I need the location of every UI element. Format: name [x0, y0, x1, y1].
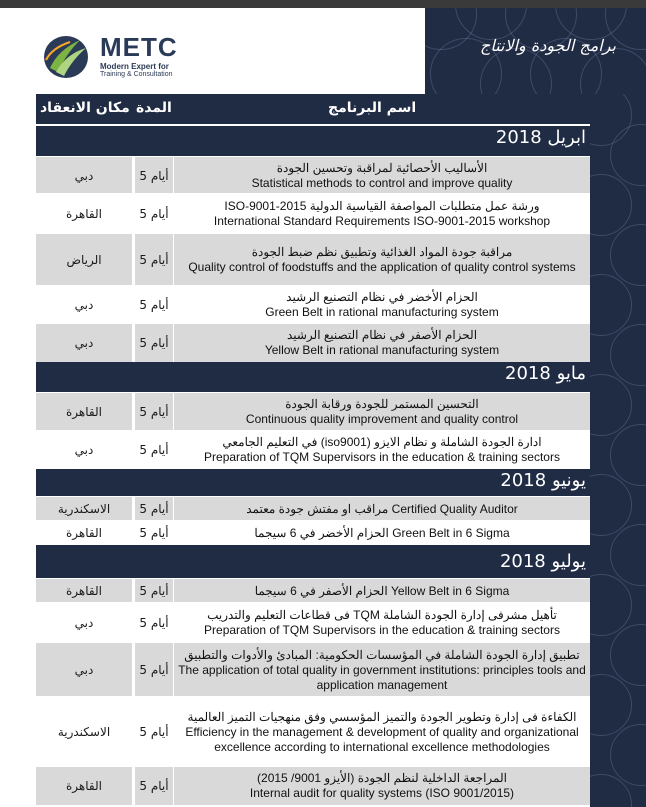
table-row — [36, 496, 590, 521]
table-row — [36, 323, 590, 362]
program-name-arabic: تأهيل مشرفى إدارة الجودة الشاملة TQM فى قطاعات التعليم والتدريب — [207, 608, 557, 622]
duration-cell: 5 أيام — [134, 286, 174, 324]
duration-cell: 5 أيام — [134, 579, 174, 603]
program-name-cell — [174, 697, 590, 767]
header-location: مكان الانعقاد — [40, 100, 130, 116]
duration-cell: 5 أيام — [134, 431, 174, 469]
table-row — [36, 233, 590, 286]
month-header — [36, 469, 590, 496]
duration-cell: 5 أيام — [134, 521, 174, 545]
month-header — [36, 545, 590, 578]
table-row — [36, 766, 590, 805]
program-name-cell — [174, 234, 590, 286]
program-name-bilingual: مراقب او مفتش جودة معتمد Certified Quality Auditor — [246, 501, 518, 516]
title-banner — [425, 8, 646, 94]
program-name-arabic: ورشة عمل متطلبات المواصفة القياسية الدولية ISO-9001-2015 — [224, 199, 540, 213]
program-name-arabic: التحسين المستمر للجودة ورقابة الجودة — [285, 397, 479, 411]
program-name-cell — [174, 286, 590, 324]
table-row — [36, 285, 590, 324]
program-name-cell — [174, 324, 590, 362]
table-row — [36, 696, 590, 767]
program-name-english: Preparation of TQM Supervisors in the education & training sectors — [204, 623, 560, 637]
logo-tagline: Training & Consultation — [100, 71, 173, 78]
program-name-cell — [174, 393, 590, 431]
program-name-english: Quality control of foodstuffs and the application of quality control systems — [188, 260, 576, 274]
location-cell: الرياض — [36, 234, 132, 286]
program-name-english: Yellow Belt in rational manufacturing system — [264, 343, 500, 357]
program-name-arabic: مراقبة جودة المواد الغذائية وتطبيق نظم ضبط الجودة — [251, 245, 513, 259]
month-label: يونيو 2018 — [500, 470, 586, 491]
program-name-arabic: الحزام الأصفر في نظام التصنيع الرشيد — [286, 328, 478, 342]
program-name-arabic: المراجعة الداخلية لنظم الجودة (الأيزو 9001/ 2015) — [257, 771, 507, 785]
table-row — [36, 430, 590, 469]
program-name-english: Efficiency in the management & development of quality and organizational excellence according to international excellence methodologies — [185, 724, 579, 754]
month-header — [36, 126, 590, 156]
location-cell: القاهرة — [36, 521, 132, 545]
program-name-english: Statistical methods to control and improve quality — [251, 175, 513, 190]
table-row — [36, 578, 590, 603]
program-name-cell — [174, 431, 590, 469]
location-cell: دبي — [36, 286, 132, 324]
program-name-cell — [174, 194, 590, 234]
location-cell: دبي — [36, 324, 132, 362]
program-name-english: Internal audit for quality systems (ISO 9001/2015) — [249, 786, 515, 800]
month-label: مايو 2018 — [505, 363, 586, 384]
program-name-bilingual: الحزام الأخضر في 6 سيجما Green Belt in 6 Sigma — [254, 525, 510, 540]
table-row — [36, 642, 590, 697]
program-name-english: Preparation of TQM Supervisors in the education & training sectors — [204, 450, 560, 464]
program-name-cell — [174, 157, 590, 194]
program-name-arabic: الكفاءة فى إدارة وتطوير الجودة والتميز المؤسسي وفق منهجيات التميز العالمية — [187, 709, 577, 724]
header-program-name: اسم البرنامج — [328, 100, 417, 116]
program-name-cell — [174, 497, 590, 521]
duration-cell: 5 أيام — [134, 194, 174, 234]
header-duration: المدة — [136, 100, 172, 116]
duration-cell: 5 أيام — [134, 157, 174, 194]
location-cell: القاهرة — [36, 393, 132, 431]
location-cell: القاهرة — [36, 579, 132, 603]
location-cell: الاسكندرية — [36, 497, 132, 521]
location-cell: القاهرة — [36, 194, 132, 234]
table-row — [36, 602, 590, 643]
duration-cell: 5 أيام — [134, 643, 174, 697]
program-name-arabic: تطبيق إدارة الجودة الشاملة في المؤسسات الحكومية: المبادئ والأدوات والتطبيق — [184, 647, 580, 662]
month-header — [36, 362, 590, 392]
table-row — [36, 156, 590, 194]
program-name-english: Continuous quality improvement and quality control — [245, 412, 519, 426]
program-name-cell — [174, 579, 590, 603]
table-row — [36, 520, 590, 545]
table-row — [36, 193, 590, 234]
location-cell: دبي — [36, 431, 132, 469]
duration-cell: 5 أيام — [134, 497, 174, 521]
program-name-english: The application of total quality in government institutions: principles tools and application management — [178, 662, 586, 692]
duration-cell: 5 أيام — [134, 324, 174, 362]
program-name-arabic: ادارة الجودة الشاملة و نظام الايزو (iso9001) في التعليم الجامعي — [222, 435, 542, 449]
decorative-sidebar — [590, 94, 646, 807]
location-cell: دبي — [36, 603, 132, 643]
duration-cell: 5 أيام — [134, 767, 174, 805]
program-name-cell — [174, 521, 590, 545]
month-label: ابريل 2018 — [495, 127, 586, 148]
program-name-arabic: الأساليب الأحصائية لمراقبة وتحسين الجودة — [276, 160, 488, 175]
program-name-cell — [174, 603, 590, 643]
program-name-english: International Standard Requirements ISO-9001-2015 workshop — [213, 214, 551, 228]
table-header — [36, 94, 590, 124]
top-bar — [0, 0, 646, 8]
program-name-arabic: الحزام الأخضر في نظام التصنيع الرشيد — [286, 290, 478, 304]
location-cell: دبي — [36, 643, 132, 697]
month-label: يوليو 2018 — [499, 551, 586, 572]
location-cell: دبي — [36, 157, 132, 194]
program-name-english: Green Belt in rational manufacturing system — [265, 305, 499, 319]
duration-cell: 5 أيام — [134, 697, 174, 767]
duration-cell: 5 أيام — [134, 603, 174, 643]
location-cell: القاهرة — [36, 767, 132, 805]
logo-emblem-icon — [40, 30, 96, 80]
program-name-bilingual: الحزام الأصفر في 6 سيجما Yellow Belt in 6 Sigma — [254, 583, 510, 598]
program-name-cell — [174, 643, 590, 697]
table-row — [36, 392, 590, 431]
logo-name: METC — [100, 32, 178, 62]
program-name-cell — [174, 767, 590, 805]
duration-cell: 5 أيام — [134, 393, 174, 431]
duration-cell: 5 أيام — [134, 234, 174, 286]
location-cell: الاسكندرية — [36, 697, 132, 767]
logo-subtitle: Modern Expert for — [100, 62, 169, 71]
banner-title: برامج الجودة والانتاج — [480, 36, 616, 55]
logo — [40, 26, 240, 86]
